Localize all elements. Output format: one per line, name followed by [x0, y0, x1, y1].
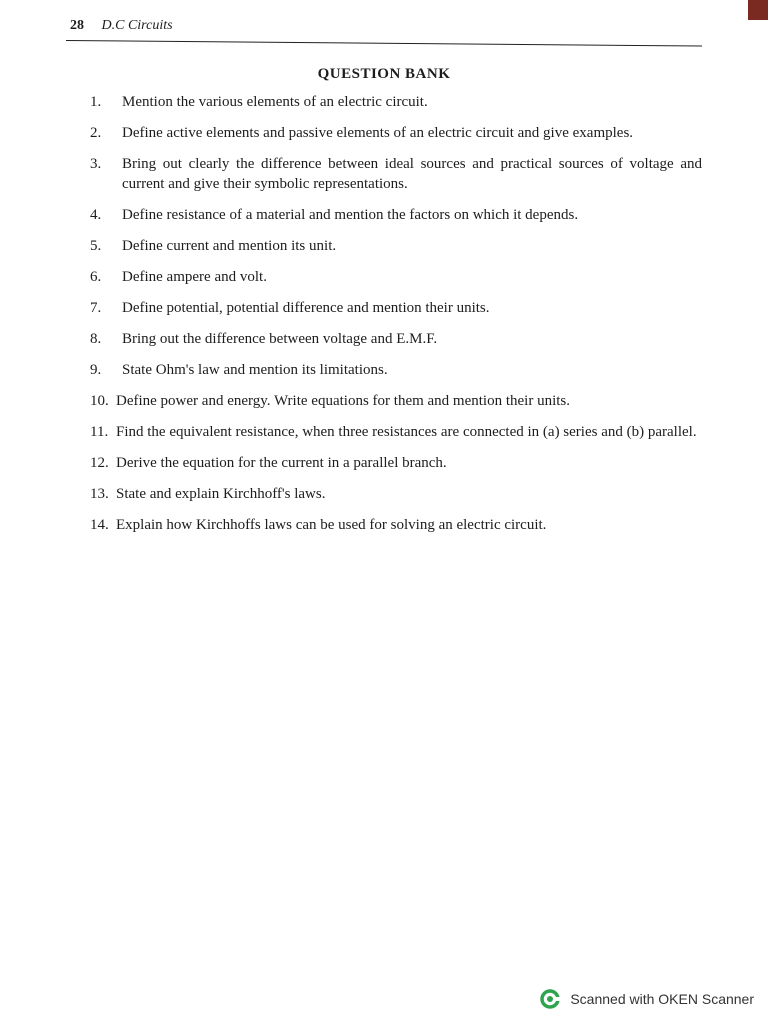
question-text: Derive the equation for the current in a parallel branch.: [116, 455, 447, 471]
header-rule: [66, 40, 702, 47]
question-text: Define current and mention its unit.: [122, 238, 337, 254]
question-number: 11.: [90, 424, 109, 440]
question-number: 13.: [90, 486, 109, 502]
question-item: [90, 154, 702, 194]
question-number: 2.: [90, 125, 102, 141]
question-item: [90, 360, 702, 380]
question-item: [90, 484, 702, 504]
question-text: Define ampere and volt.: [122, 269, 267, 285]
question-text: Bring out the difference between voltage and E.M.F.: [122, 331, 438, 347]
question-text: Define resistance of a material and mention the factors on which it depends.: [122, 207, 579, 223]
question-number: 8.: [90, 331, 102, 347]
question-item: [90, 267, 702, 287]
question-item: [90, 453, 702, 473]
question-text: State Ohm's law and mention its limitations.: [122, 362, 388, 378]
question-text: Define active elements and passive elements of an electric circuit and give examples.: [122, 125, 634, 141]
question-number: 3.: [90, 156, 102, 172]
question-item: [90, 123, 702, 143]
question-item: [90, 92, 702, 112]
question-number: 14.: [90, 517, 109, 533]
scanner-watermark: [540, 988, 754, 1010]
question-text: Define potential, potential difference and mention their units.: [122, 300, 490, 316]
question-text: Bring out clearly the difference between ideal sources and practical sources of voltage and current and give their symbolic representations.: [122, 156, 702, 192]
question-number: 6.: [90, 269, 102, 285]
question-item: [90, 515, 702, 535]
page-edge-tab: [748, 0, 768, 20]
question-number: 4.: [90, 207, 102, 223]
running-header: [70, 18, 173, 34]
question-item: [90, 236, 702, 256]
question-text: State and explain Kirchhoff's laws.: [116, 486, 326, 502]
question-text: Explain how Kirchhoffs laws can be used for solving an electric circuit.: [116, 517, 547, 533]
section-title: QUESTION BANK: [317, 66, 451, 82]
question-text: Mention the various elements of an electric circuit.: [122, 94, 428, 110]
page-number: 28: [70, 18, 84, 33]
question-item: [90, 298, 702, 318]
chapter-title: D.C Circuits: [101, 18, 173, 33]
question-number: 12.: [90, 455, 109, 471]
question-text: Find the equivalent resistance, when three resistances are connected in (a) series and (b) parallel.: [116, 424, 697, 440]
question-list: [90, 92, 702, 546]
question-text: Define power and energy. Write equations for them and mention their units.: [116, 393, 570, 409]
question-item: [90, 329, 702, 349]
question-number: 7.: [90, 300, 102, 316]
scanner-watermark-text: Scanned with OKEN Scanner: [570, 991, 754, 1007]
question-item: [90, 205, 702, 225]
question-number: 10.: [90, 393, 109, 409]
oken-scanner-logo-icon: [540, 988, 562, 1010]
question-item: [90, 422, 702, 442]
question-number: 5.: [90, 238, 102, 254]
question-item: [90, 391, 702, 411]
question-number: 9.: [90, 362, 102, 378]
question-number: 1.: [90, 94, 102, 110]
